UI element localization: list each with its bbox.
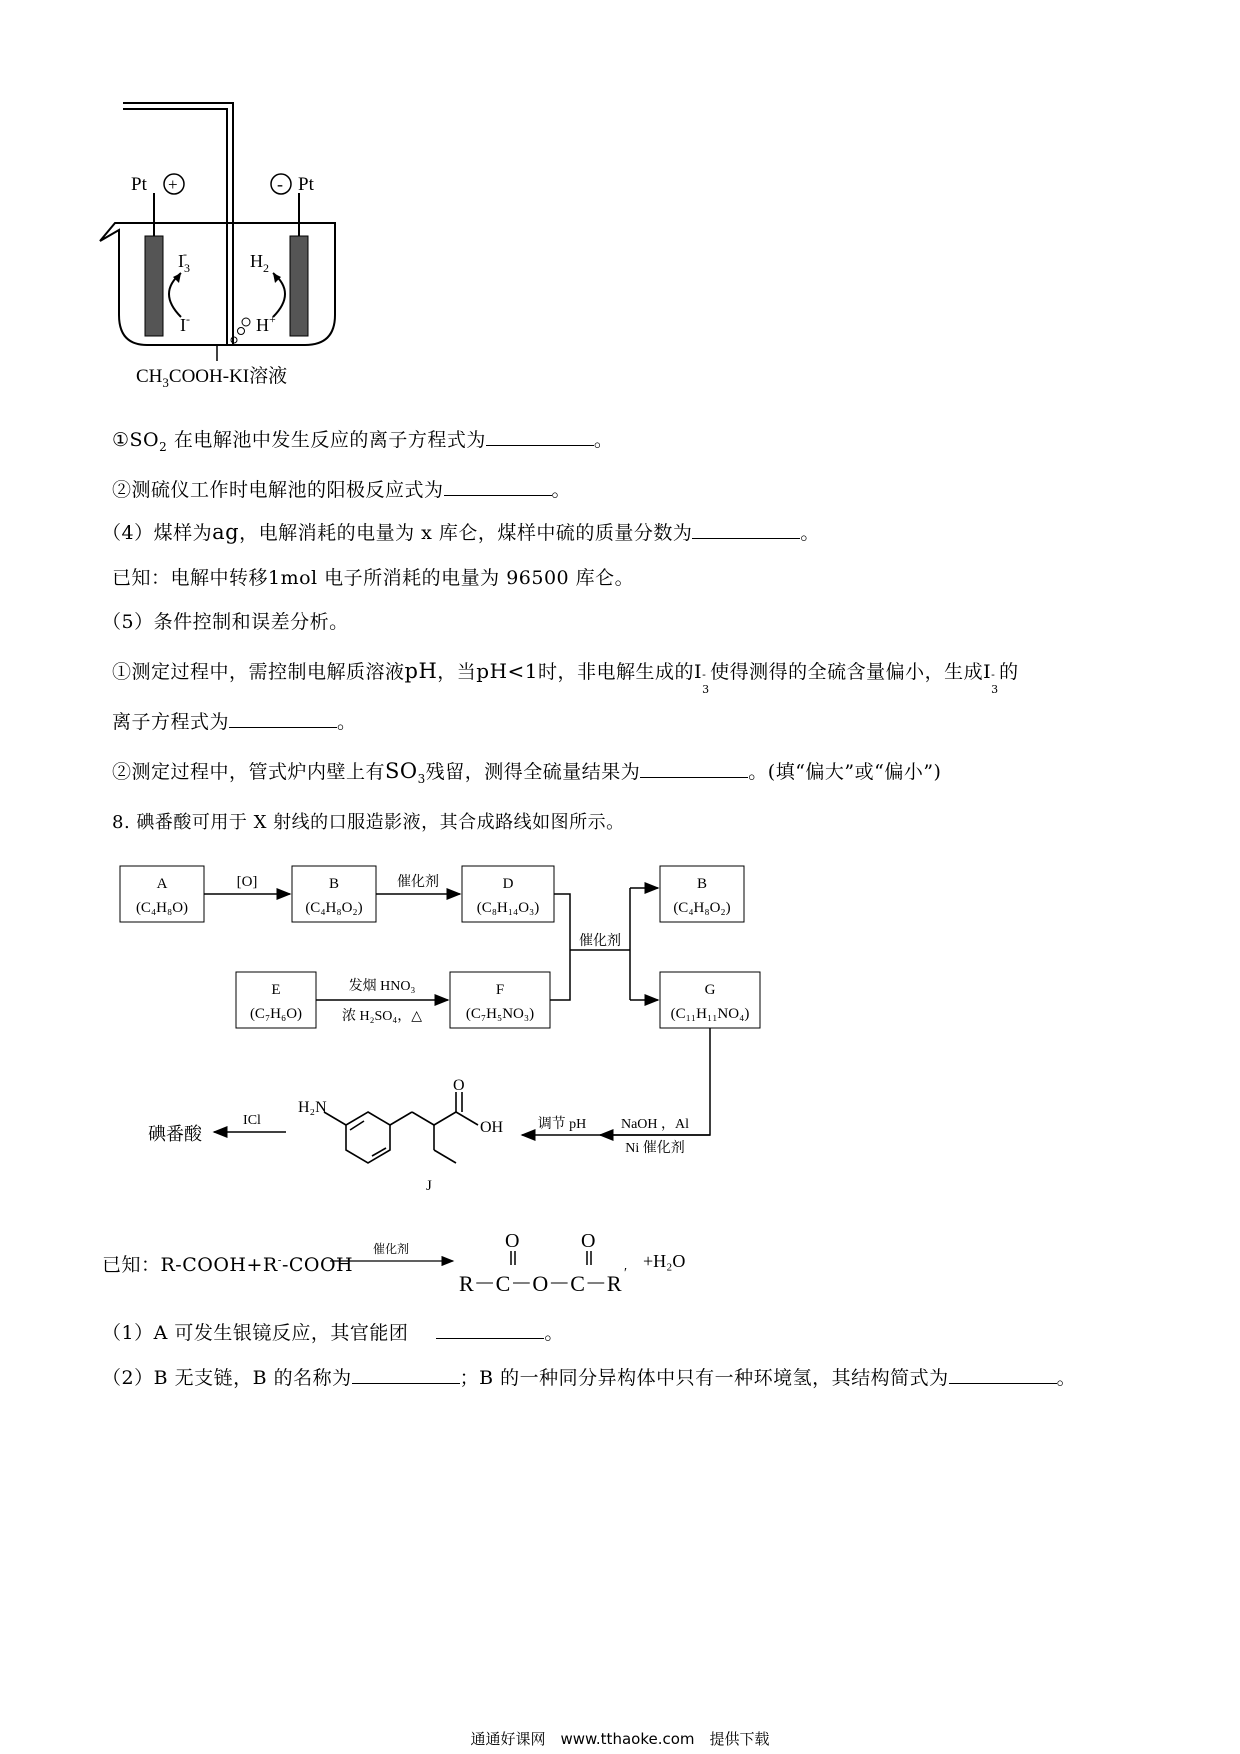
question-3-1: $①SO_2$ 在电解池中发生反应的离子方程式为 。 bbox=[112, 429, 614, 454]
svg-text:Ni 催化剂: Ni 催化剂 bbox=[625, 1141, 685, 1156]
svg-text:+H₂O: +H₂O bbox=[643, 1251, 686, 1271]
question-5: （5）条件控制和误差分析。 bbox=[102, 611, 349, 633]
svg-text:D: D bbox=[502, 876, 514, 892]
svg-text:J: J bbox=[426, 1178, 432, 1194]
svg-text:B: B bbox=[328, 876, 340, 892]
svg-text:O: O bbox=[453, 1077, 465, 1094]
question-8: 8. 碘番酸可用于 X 射线的口服造影液，其合成路线如图所示。 bbox=[112, 812, 625, 833]
minus-sign: - bbox=[277, 174, 283, 194]
svg-text:催化剂: 催化剂 bbox=[372, 1242, 410, 1256]
ester-reaction bbox=[325, 1225, 705, 1305]
known-1: 已知：电解中转移1mol 电子所消耗的电量为 96500 库仑。 bbox=[112, 567, 635, 589]
pt-left-label: Pt bbox=[131, 174, 147, 195]
svg-text:H₂N: H₂N bbox=[298, 1099, 327, 1116]
svg-text:R－C－O－C－R: R－C－O－C－R bbox=[459, 1271, 622, 1296]
answer-blank[interactable] bbox=[692, 520, 800, 539]
svg-text:碘番酸: 碘番酸 bbox=[148, 1124, 202, 1144]
svg-text:G: G bbox=[704, 982, 716, 998]
svg-text:发烟 HNO₃: 发烟 HNO₃ bbox=[348, 979, 416, 994]
plus-sign: + bbox=[168, 175, 178, 194]
svg-text:(C₁₁H₁₁NO₄): (C₁₁H₁₁NO₄) bbox=[670, 1006, 750, 1022]
svg-text:调节 pH: 调节 pH bbox=[537, 1117, 587, 1132]
question-3-2: ②测硫仪工作时电解池的阳极反应式为 。 bbox=[112, 479, 572, 501]
question-5-1-line2: 离子方程式为 。 bbox=[112, 711, 357, 733]
synthesis-scheme bbox=[110, 850, 810, 1210]
svg-text:(C₄H₈O₂): (C₄H₈O₂) bbox=[673, 900, 731, 916]
answer-blank[interactable] bbox=[436, 1320, 544, 1339]
svg-text:(C₇H₆O): (C₇H₆O) bbox=[249, 1006, 303, 1022]
question-5-1: ①测定过程中，需控制电解质溶液pH，当pH<1时，非电解生成的I - 3 使得测得的全硫含量偏小，生成I - 3 的 bbox=[112, 659, 1019, 696]
answer-blank[interactable] bbox=[949, 1365, 1057, 1384]
svg-text:B: B bbox=[696, 876, 708, 892]
svg-text:(C₄H₈O₂): (C₄H₈O₂) bbox=[305, 900, 363, 916]
iodide-ion-label: I- bbox=[180, 312, 190, 335]
svg-text:(C₄H₈O): (C₄H₈O) bbox=[135, 900, 189, 916]
i3-ion-label: $I_3-$ bbox=[178, 247, 190, 275]
svg-text:OH: OH bbox=[480, 1119, 504, 1136]
svg-text:NaOH ，Al: NaOH ，Al bbox=[620, 1117, 690, 1132]
compound-j-structure bbox=[324, 1092, 478, 1163]
svg-text:浓 H₂SO₄，△: 浓 H₂SO₄，△ bbox=[341, 1009, 423, 1024]
answer-blank[interactable] bbox=[444, 477, 552, 496]
svg-text:′: ′ bbox=[624, 1266, 628, 1281]
svg-text:催化剂: 催化剂 bbox=[397, 875, 439, 890]
svg-text:O: O bbox=[581, 1230, 596, 1252]
hydrogen-gas-label: $H_2$ bbox=[250, 251, 269, 275]
svg-text:ICl: ICl bbox=[243, 1113, 261, 1128]
svg-text:[O]: [O] bbox=[236, 874, 258, 890]
footer: 通通好课网 www.tthaoke.com 提供下载 bbox=[470, 1730, 770, 1748]
solution-label: $CH_3COOH-KI$溶液 bbox=[136, 366, 288, 390]
question-8-1: （1）A 可发生银镜反应，其官能团 。 bbox=[102, 1322, 564, 1344]
svg-text:A: A bbox=[156, 876, 168, 892]
electrolysis-cell-diagram bbox=[95, 95, 355, 395]
svg-text:催化剂: 催化剂 bbox=[579, 934, 621, 949]
answer-blank[interactable] bbox=[486, 427, 594, 446]
question-8-2: （2）B 无支链，B 的名称为 ；B 的一种同分异构体中只有一种环境氢，其结构简式为 。 bbox=[102, 1367, 1077, 1389]
svg-text:E: E bbox=[271, 982, 281, 998]
answer-blank[interactable] bbox=[640, 759, 748, 778]
question-4: （4）煤样为ag，电解消耗的电量为 x 库仑，煤样中硫的质量分数为 。 bbox=[102, 520, 820, 544]
svg-text:(C₇H₅NO₃): (C₇H₅NO₃) bbox=[465, 1006, 535, 1022]
svg-text:O: O bbox=[505, 1230, 520, 1252]
answer-blank[interactable] bbox=[229, 709, 337, 728]
proton-ion-label: H+ bbox=[256, 312, 276, 335]
known-2: 已知：R-COOH+R--COOH bbox=[102, 1253, 354, 1276]
question-5-2: ②测定过程中，管式炉内壁上有$SO_3$残留，测得全硫量结果为 。(填“偏大”或“偏小”) bbox=[112, 759, 942, 786]
svg-text:(C₈H₁₄O₃): (C₈H₁₄O₃) bbox=[476, 900, 540, 916]
svg-text:F: F bbox=[495, 982, 505, 998]
answer-blank[interactable] bbox=[352, 1365, 460, 1384]
pt-right-label: Pt bbox=[298, 174, 314, 195]
